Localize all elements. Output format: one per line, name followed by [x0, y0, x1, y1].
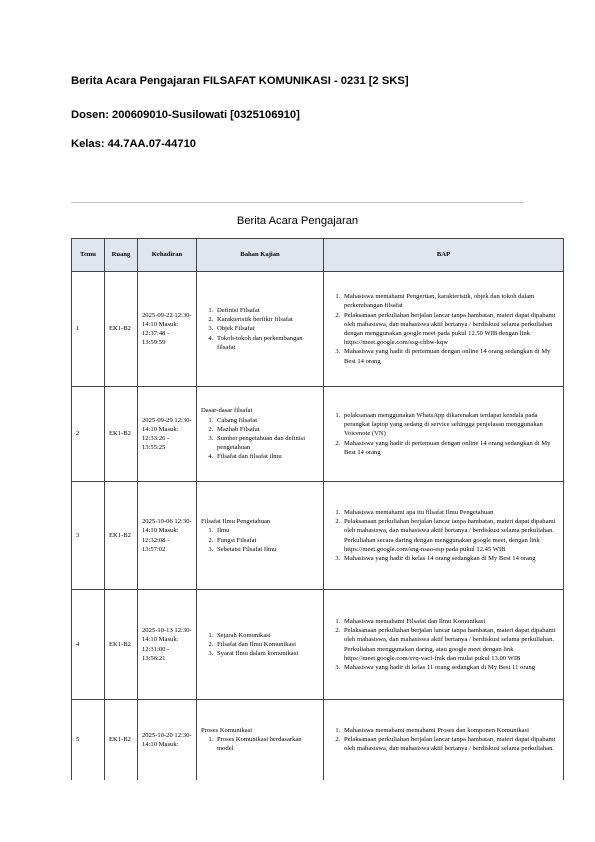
cell-kehadiran: 2025-10-13 12:30-14:10 Masuk: 12:31:00 - 13:56:21 — [138, 590, 197, 700]
bap-item: 3. Mahasiswa yang hadir di kelas 14 orang sedangkan di My Best 14 orang — [342, 554, 559, 563]
bahan-list — [201, 631, 319, 659]
cell-bahan-kajian — [197, 272, 324, 387]
table-row — [72, 272, 564, 387]
cell-kehadiran: 2025-10-20 12:30-14:10 Masuk: — [138, 700, 197, 780]
bahan-item: 1. Cabang filsafat — [215, 416, 319, 425]
bap-item: 2. Pelaksanaan perkuliahan berjalan lancar tanpa hambatan, materi dapat dipahami oleh mahasiswa, dan mahasiswa aktif bertanya / berdiskusi selama perkuliahan. Perkuliahan secara daring dengan menggunakan google meet, dengan link https://meet.google.com/sng-nsao-esp pada pukul 12.45 WIB — [342, 517, 559, 554]
bahan-item: 1. Sejarah Komunikasi — [215, 631, 319, 640]
bap-list — [328, 508, 559, 563]
cell-temu: 3 — [72, 482, 105, 590]
table-row — [72, 590, 564, 700]
bahan-item: 4. Filsafat dan filsafat ilmu — [215, 452, 319, 461]
bap-item: 2. Pelaksanaan perkuliahan berjalan lancar tanpa hambatan, materi dapat dipahami oleh mahasiswa, dan mahasiswa aktif bertanya / berdiskusi selama perkuliahan. — [342, 735, 559, 753]
document-title: Berita Acara Pengajaran FILSAFAT KOMUNIKASI - 0231 [2 SKS] — [71, 75, 409, 87]
bap-item: 2. Mahasiswa yang hadir di pertemuan dengan online 14 orang sedangkan di My Best 14 orang — [342, 439, 559, 457]
bahan-item: 3. Sebetatsi Filsafat Ilmu — [215, 545, 319, 554]
bahan-item: 1. Ilmu — [215, 526, 319, 535]
cell-temu: 1 — [72, 272, 105, 387]
bap-item: 2. Pelaksanaan perkuliahan berjalan lancar tanpa hambatan, materi dapat dipahami oleh mahasiswa, dan mahasiswa aktif bertanya / berdiskusi selama perkuliahan dengan menggunakan google meet pada pukul 12.50 WIB dengan link https://meet.google.com/ssg-chbw-kqw — [342, 311, 559, 348]
bahan-item: 3. Sumber pengetahuan dan definisi pengetahuan — [215, 434, 319, 452]
cell-temu: 5 — [72, 700, 105, 780]
cell-bap — [324, 272, 564, 387]
col-header-temu: Temu — [72, 239, 105, 272]
cell-ruang: EK1-B2 — [105, 387, 138, 482]
cell-bahan-kajian — [197, 482, 324, 590]
bap-item: 3. Mahasiswa yang hadir di kelas 11 orang sedangkan di My Best 11 orang — [342, 663, 559, 672]
col-header-ruang: Ruang — [105, 239, 138, 272]
teaching-record-table — [71, 238, 564, 780]
bahan-intro: Proses Komunikasi — [201, 726, 253, 734]
lecturer-info: Dosen: 200609010-Susilowati [0325106910] — [71, 109, 300, 121]
cell-kehadiran: 2025-10-06 12:30-14:10 Masuk: 12:32:08 - 13:57:02 — [138, 482, 197, 590]
bahan-item: 4. Tokoh-tokoh dan perkembangan filsafat — [215, 334, 319, 352]
bap-list — [328, 617, 559, 672]
cell-bap — [324, 387, 564, 482]
bahan-list — [201, 306, 319, 352]
bap-item: 1. Mahasiswa memahami apa itu filsafat Ilmu Pengetahuan — [342, 508, 559, 517]
bap-list — [328, 292, 559, 366]
bahan-item: 2. Karakteristik berfikir filsafat — [215, 315, 319, 324]
cell-temu: 2 — [72, 387, 105, 482]
bahan-item: 2. Filsafat dan Ilmu Komunikasi — [215, 640, 319, 649]
cell-ruang: EK1-B2 — [105, 700, 138, 780]
bahan-item: 3. Objek Filsafat — [215, 324, 319, 333]
bahan-list — [201, 526, 319, 554]
cell-bap — [324, 700, 564, 780]
class-info: Kelas: 44.7AA.07-44710 — [71, 138, 197, 150]
cell-ruang: EK1-B2 — [105, 482, 138, 590]
bahan-item: 2. Mazhab Filsafat — [215, 425, 319, 434]
section-title: Berita Acara Pengajaran — [236, 215, 359, 227]
bahan-list — [201, 735, 319, 753]
col-header-kehadiran: Kehadiran — [138, 239, 197, 272]
col-header-bahan-kajian: Bahan Kajian — [197, 239, 324, 272]
bap-item: 1. Mahasiswa memahami Filsafat dan Ilmu Komunikasi — [342, 617, 559, 626]
bap-item: 1. pelaksanaan menggunakan WhatsApp dikarenakan terdapat kendala pada perangkat laptop yang sedang di service sehingga penjelasan menggunakan Voicenote (VN) — [342, 411, 559, 439]
cell-bahan-kajian — [197, 387, 324, 482]
bap-item: 1. Mahasiswa memahami Pengertian, karakteristik, objek dan tokoh dalam perkembangan filsafat — [342, 292, 559, 310]
bap-item: 2. Pelaksanaan perkuliahan berjalan lancar tanpa hambatan, materi dapat dipahami oleh mahasiswa, dan mahasiswa aktif bertanya / berdiskusi selama perkuliahan. Perkuliahan menggunakan daring, atau google meet dengan link https://meet.google.com/svq-vacf-fmk dan mulai pukul 13.00 WIB — [342, 626, 559, 663]
cell-ruang: EK1-B2 — [105, 590, 138, 700]
cell-bap — [324, 590, 564, 700]
bahan-item: 1. Proses Komunikasi berdasarkan model — [215, 735, 319, 753]
bahan-list — [201, 416, 319, 462]
col-header-bap: BAP — [324, 239, 564, 272]
cell-ruang: EK1-B2 — [105, 272, 138, 387]
bahan-intro: Dasar-dasar filsafat — [201, 407, 253, 415]
bap-list — [328, 726, 559, 754]
bap-item: 3. Mahasiswa yang hadir di pertemuan dengan online 14 orang sedangkan di My Best 14 orang — [342, 347, 559, 365]
bahan-item: 2. Fungsi Filsafat — [215, 536, 319, 545]
bahan-intro: Filsafat Ilmu Pengetahuan — [201, 518, 271, 526]
bahan-item: 3. Syarat Ilmu dalam komunikasi — [215, 649, 319, 658]
table-row — [72, 387, 564, 482]
table-row — [72, 700, 564, 780]
divider — [71, 202, 524, 203]
bahan-item: 1. Definisi Filsafat — [215, 306, 319, 315]
bap-list — [328, 411, 559, 457]
cell-bap — [324, 482, 564, 590]
table-header-row — [72, 239, 564, 272]
table-row — [72, 482, 564, 590]
cell-bahan-kajian — [197, 700, 324, 780]
cell-temu: 4 — [72, 590, 105, 700]
cell-kehadiran: 2025-09-29 12:30-14:10 Masuk: 12:33:26 - 13:55:25 — [138, 387, 197, 482]
cell-bahan-kajian — [197, 590, 324, 700]
cell-kehadiran: 2025-09-22 12:30-14:10 Masuk: 12:37:48 - 13:59:59 — [138, 272, 197, 387]
bap-item: 1. Mahasiswa memahami memahami Proses dan komponen Komunikasi — [342, 726, 559, 735]
